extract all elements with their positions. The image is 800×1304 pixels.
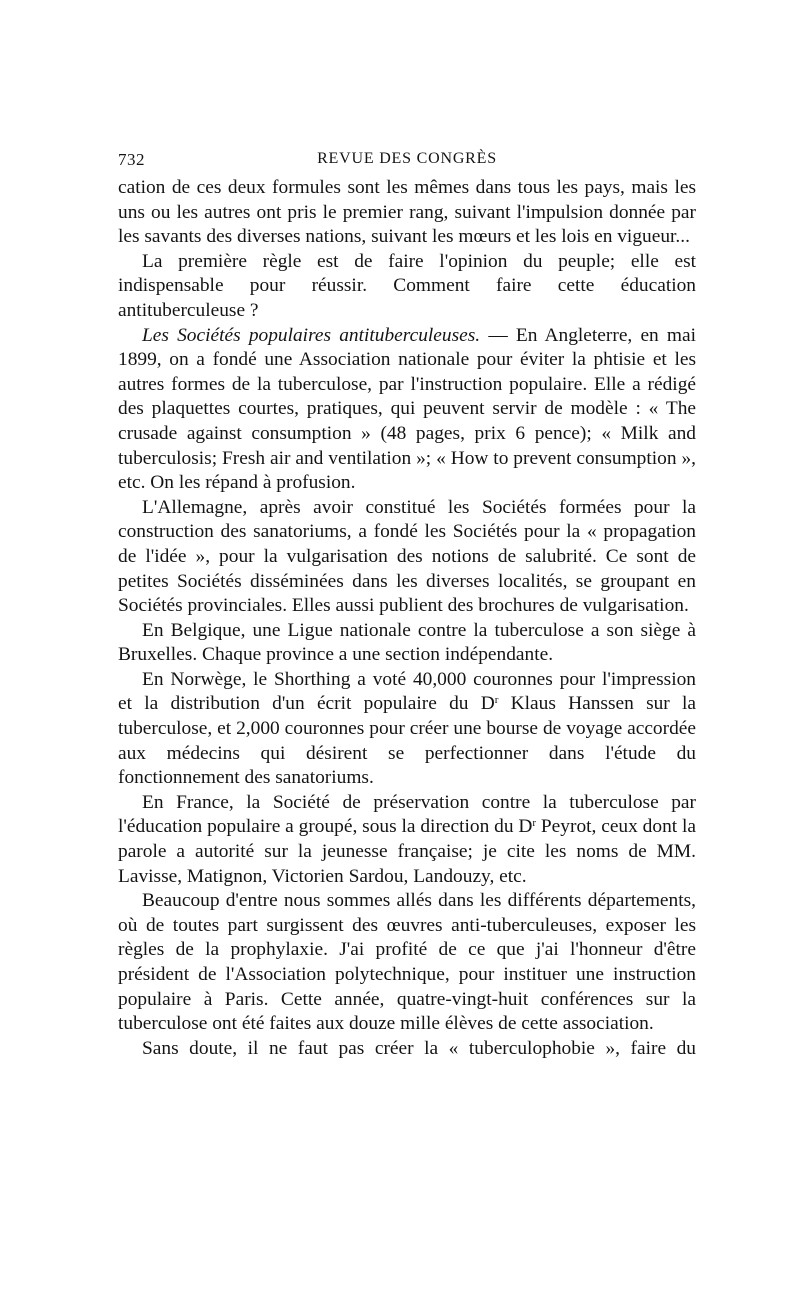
paragraph-3-text: — En Angleterre, en mai 1899, on a fondé une Association nationale pour éviter la phtisie et les autres formes de la tuberculose, par l'instruction populaire. Elle a rédigé des plaquettes courtes, pratiques, qui peuvent servir de modèle : « The crusade against consumption » (48 pages, prix 6 pence); « Milk and tuberculosis; Fresh air and ventilation »; « How to prevent consumption », etc. On les répand à profusion.: [118, 324, 696, 494]
running-head: [118, 150, 696, 176]
paragraph-5: En Belgique, une Ligue nationale contre la tuberculose a son siège à Bruxelles. Chaque province a une section indépendante.: [118, 619, 696, 666]
section-heading: Les Sociétés populaires antituberculeuses.: [142, 324, 481, 346]
paragraph-8: Beaucoup d'entre nous sommes allés dans les différents départements, où de toutes part surgissent des œuvres anti-tuberculeuses, exposer les règles de la prophylaxie. J'ai profité de ce que j'ai l'honneur d'être président de l'Association polytechnique, pour instituer une instruction populaire à Paris. Cette année, quatre-vingt-huit conférences sur la tuberculose ont été faites aux douze mille élèves de cette association.: [118, 890, 696, 1035]
paragraph-3: [118, 324, 696, 496]
superscript-r: r: [532, 817, 537, 830]
superscript-r: r: [494, 694, 499, 707]
paragraph-2: La première règle est de faire l'opinion du peuple; elle est indispensable pour réussir. Comment faire cette éducation antituberculeuse ?: [118, 250, 696, 321]
paragraph-6: [118, 668, 696, 791]
running-title: REVUE DES CONGRÈS: [317, 150, 497, 167]
page-number: 732: [118, 150, 145, 169]
paragraph-7-text-a: En France, la Société de préservation contre la tuberculose par l'éducation populaire a groupé, sous la direction du D: [118, 791, 696, 838]
body-text: [118, 176, 696, 1061]
paragraph-6-text-a: En Norwège, le Shorthing a voté 40,000 couronnes pour l'impression et la distribution d'un écrit populaire du D: [118, 668, 696, 715]
paragraph-7: [118, 791, 696, 889]
paragraph-1: cation de ces deux formules sont les mêmes dans tous les pays, mais les uns ou les autres ont pris le premier rang, suivant l'impulsion donnée par les savants des diverses nations, suivant les mœurs et les lois en vigueur...: [118, 177, 696, 248]
book-page: [118, 150, 696, 1061]
paragraph-6-text-b: Klaus Hanssen sur la tuberculose, et 2,000 couronnes pour créer une bourse de voyage accordée aux médecins qui désirent se perfectionner dans l'étude du fonctionnement des sanatoriums.: [118, 693, 696, 789]
paragraph-4: L'Allemagne, après avoir constitué les Sociétés formées pour la construction des sanatoriums, a fondé les Sociétés pour la « propagation de l'idée », pour la vulgarisation des notions de salubrité. Ce sont de petites Sociétés disséminées dans les diverses localités, se groupant en Sociétés provinciales. Elles aussi publient des brochures de vulgarisation.: [118, 496, 696, 617]
paragraph-9: Sans doute, il ne faut pas créer la « tuberculophobie », faire du: [142, 1037, 696, 1059]
paragraph-7-text-b: Peyrot, ceux dont la parole a autorité sur la jeunesse française; je cite les noms de MM. Lavisse, Matignon, Victorien Sardou, Landouzy, etc.: [118, 816, 696, 887]
